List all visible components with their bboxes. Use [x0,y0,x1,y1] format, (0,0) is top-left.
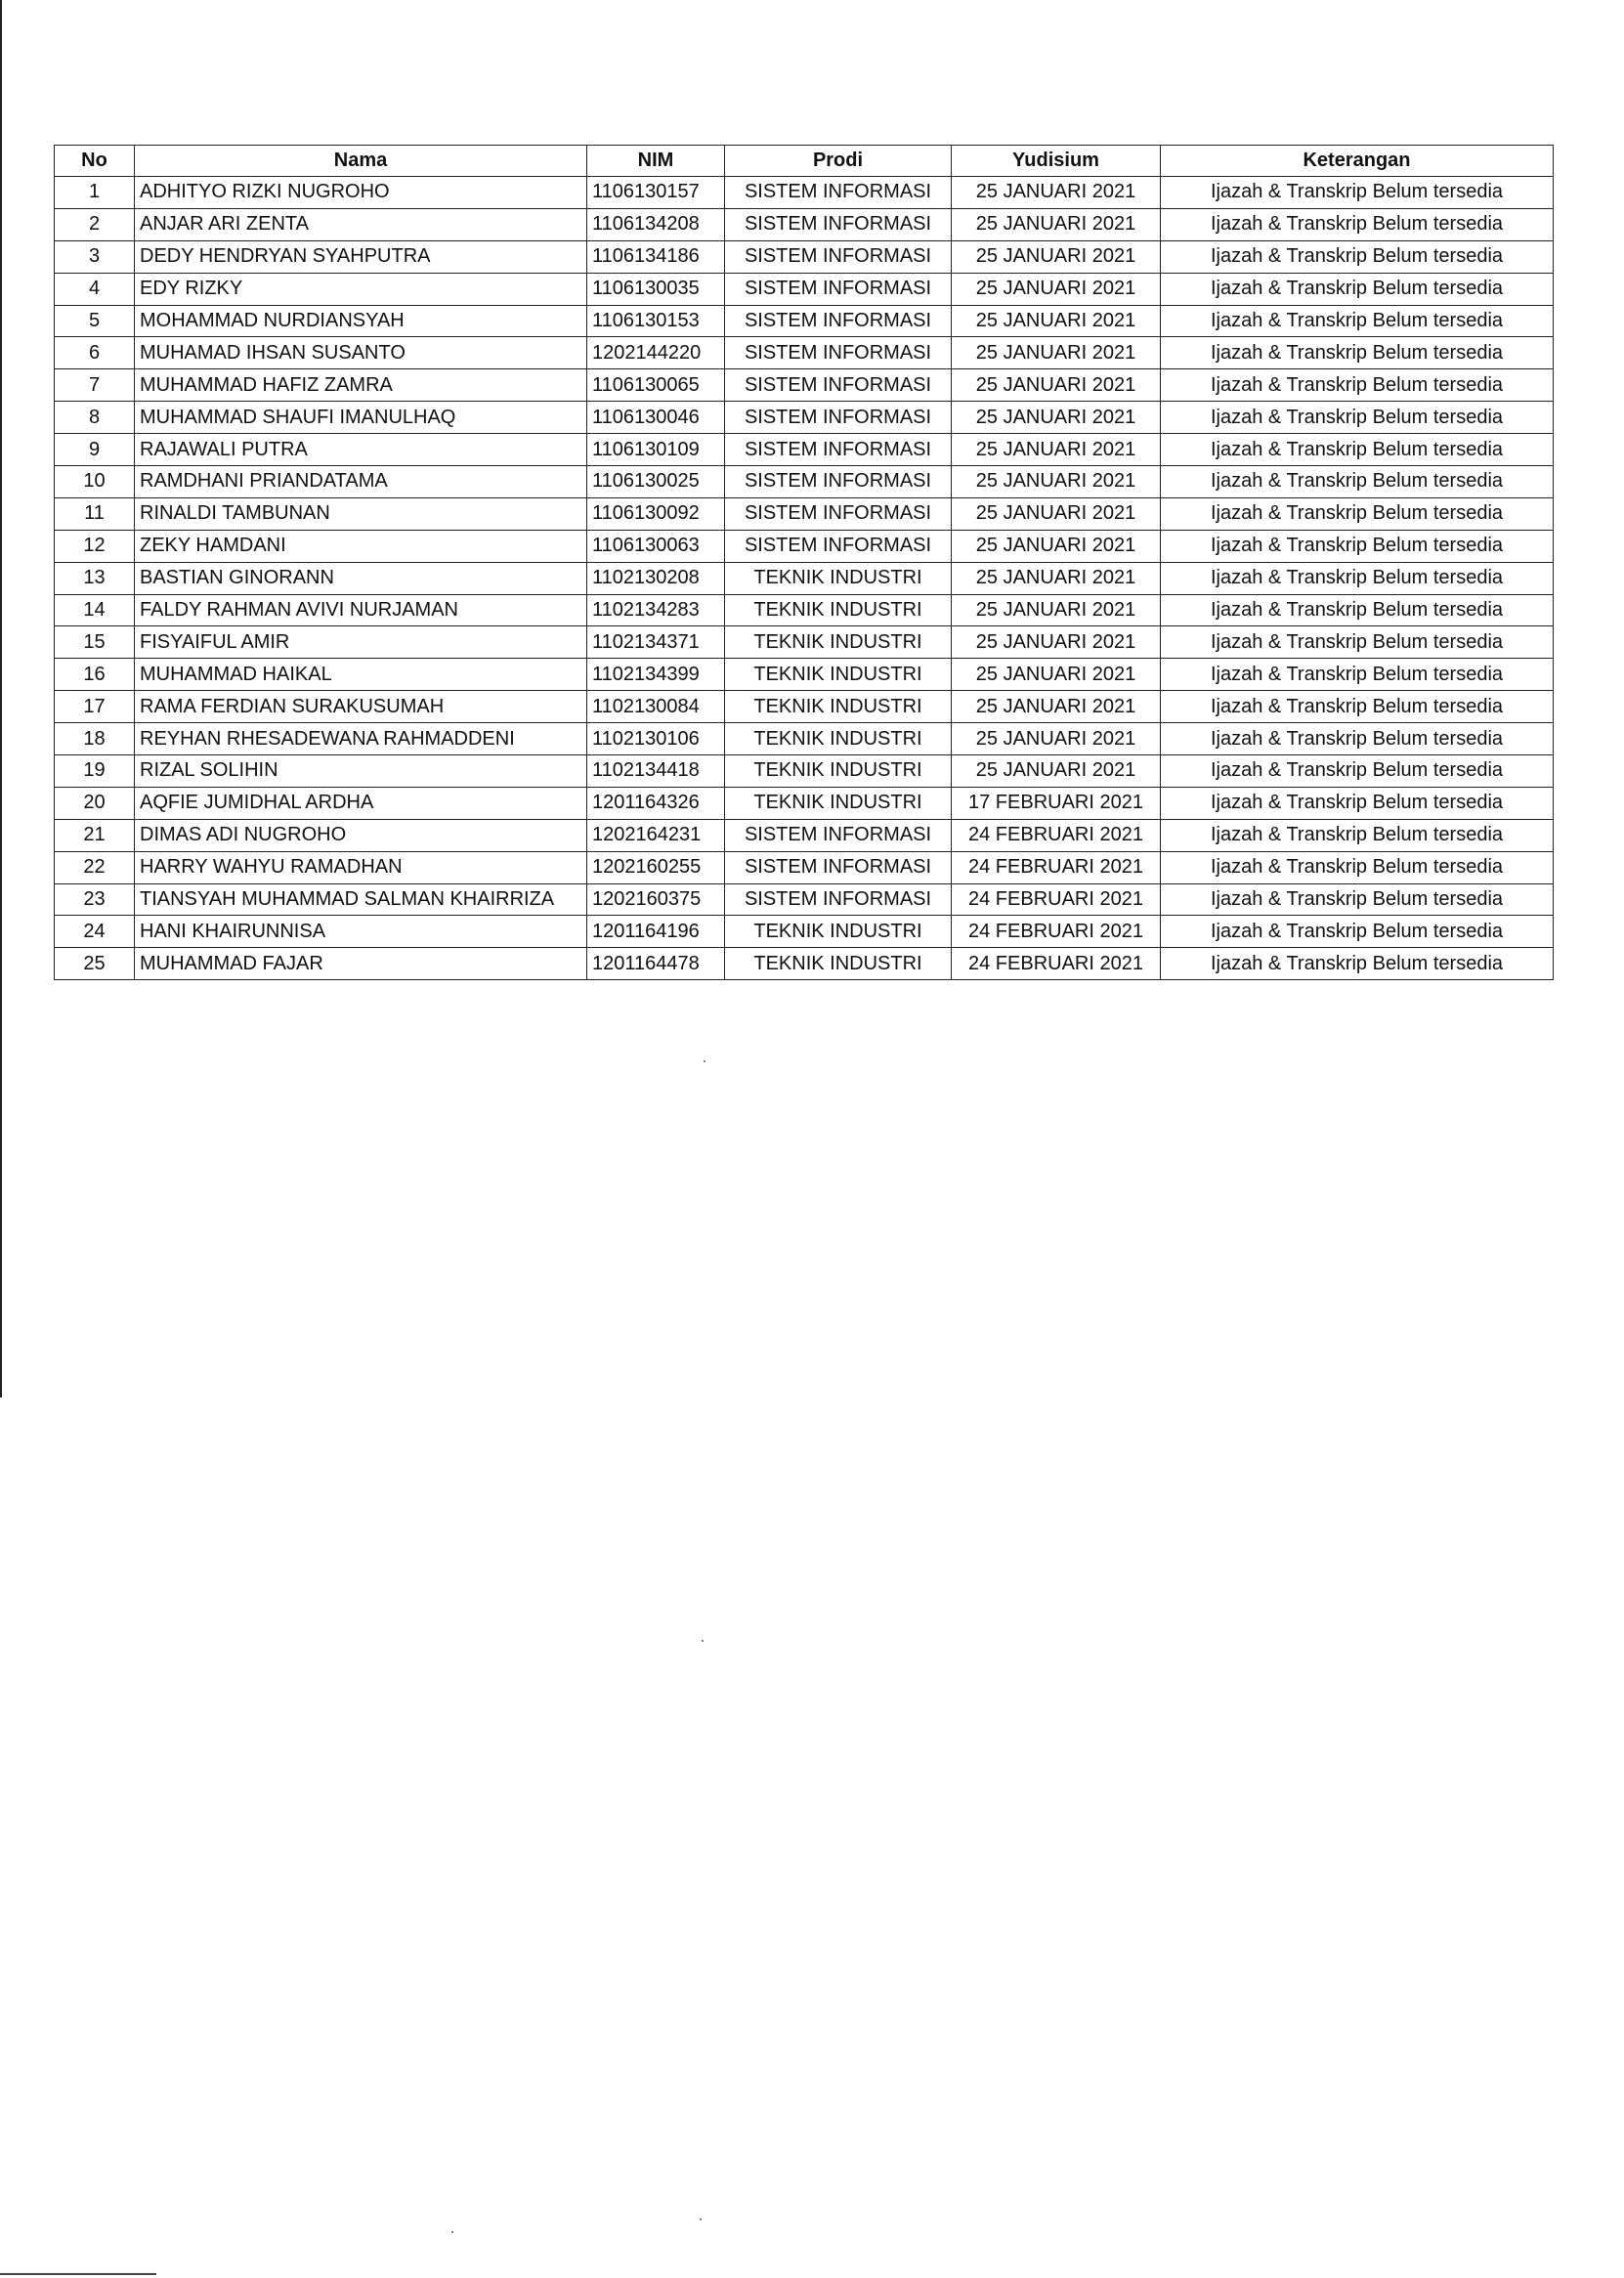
header-nim: NIM [587,146,725,177]
cell-keterangan: Ijazah & Transkrip Belum tersedia [1161,240,1554,273]
cell-prodi: SISTEM INFORMASI [725,851,952,883]
table-header [55,146,1554,177]
cell-nim: 1202160255 [587,851,725,883]
cell-no: 16 [55,659,135,691]
table-row [55,691,1554,723]
cell-keterangan: Ijazah & Transkrip Belum tersedia [1161,177,1554,209]
cell-keterangan: Ijazah & Transkrip Belum tersedia [1161,723,1554,755]
cell-prodi: TEKNIK INDUSTRI [725,594,952,626]
cell-yudisium: 25 JANUARI 2021 [952,177,1161,209]
cell-keterangan: Ijazah & Transkrip Belum tersedia [1161,434,1554,466]
cell-yudisium: 24 FEBRUARI 2021 [952,819,1161,851]
cell-nama: FISYAIFUL AMIR [135,626,587,659]
cell-yudisium: 25 JANUARI 2021 [952,402,1161,434]
table-row [55,948,1554,980]
table-row [55,434,1554,466]
cell-no: 8 [55,402,135,434]
cell-prodi: TEKNIK INDUSTRI [725,562,952,594]
table-row [55,402,1554,434]
cell-nim: 1201164196 [587,916,725,948]
cell-prodi: SISTEM INFORMASI [725,208,952,240]
cell-no: 17 [55,691,135,723]
table-body [55,177,1554,980]
cell-prodi: TEKNIK INDUSTRI [725,948,952,980]
cell-nama: MOHAMMAD NURDIANSYAH [135,305,587,337]
cell-yudisium: 25 JANUARI 2021 [952,337,1161,369]
cell-yudisium: 24 FEBRUARI 2021 [952,916,1161,948]
cell-keterangan: Ijazah & Transkrip Belum tersedia [1161,659,1554,691]
scan-speck [704,1060,705,1062]
graduate-table [54,145,1554,980]
cell-no: 5 [55,305,135,337]
cell-nim: 1102134418 [587,755,725,788]
scan-speck [451,2231,453,2233]
cell-prodi: SISTEM INFORMASI [725,819,952,851]
cell-nim: 1202144220 [587,337,725,369]
cell-keterangan: Ijazah & Transkrip Belum tersedia [1161,402,1554,434]
cell-nama: DIMAS ADI NUGROHO [135,819,587,851]
table-row [55,659,1554,691]
header-yudisium: Yudisium [952,146,1161,177]
cell-nama: RIZAL SOLIHIN [135,755,587,788]
table-row [55,916,1554,948]
table-row [55,273,1554,305]
cell-yudisium: 25 JANUARI 2021 [952,434,1161,466]
header-keterangan: Keterangan [1161,146,1554,177]
table-row [55,240,1554,273]
cell-keterangan: Ijazah & Transkrip Belum tersedia [1161,883,1554,916]
cell-yudisium: 24 FEBRUARI 2021 [952,883,1161,916]
cell-yudisium: 25 JANUARI 2021 [952,497,1161,530]
table-row [55,369,1554,402]
header-row [55,146,1554,177]
cell-keterangan: Ijazah & Transkrip Belum tersedia [1161,626,1554,659]
cell-prodi: SISTEM INFORMASI [725,530,952,562]
cell-keterangan: Ijazah & Transkrip Belum tersedia [1161,819,1554,851]
cell-nama: BASTIAN GINORANN [135,562,587,594]
cell-keterangan: Ijazah & Transkrip Belum tersedia [1161,497,1554,530]
cell-yudisium: 25 JANUARI 2021 [952,626,1161,659]
cell-nama: HANI KHAIRUNNISA [135,916,587,948]
cell-nama: EDY RIZKY [135,273,587,305]
cell-nama: MUHAMMAD HAIKAL [135,659,587,691]
cell-prodi: SISTEM INFORMASI [725,273,952,305]
cell-yudisium: 25 JANUARI 2021 [952,369,1161,402]
cell-nim: 1202160375 [587,883,725,916]
cell-prodi: SISTEM INFORMASI [725,337,952,369]
cell-yudisium: 25 JANUARI 2021 [952,594,1161,626]
cell-nim: 1102134371 [587,626,725,659]
cell-no: 18 [55,723,135,755]
cell-keterangan: Ijazah & Transkrip Belum tersedia [1161,594,1554,626]
cell-keterangan: Ijazah & Transkrip Belum tersedia [1161,851,1554,883]
cell-yudisium: 25 JANUARI 2021 [952,562,1161,594]
cell-nama: RAMA FERDIAN SURAKUSUMAH [135,691,587,723]
cell-nim: 1106130092 [587,497,725,530]
cell-nama: RINALDI TAMBUNAN [135,497,587,530]
cell-no: 14 [55,594,135,626]
table-row [55,337,1554,369]
cell-nim: 1106130063 [587,530,725,562]
cell-prodi: SISTEM INFORMASI [725,883,952,916]
cell-yudisium: 25 JANUARI 2021 [952,530,1161,562]
cell-prodi: TEKNIK INDUSTRI [725,755,952,788]
cell-nama: AQFIE JUMIDHAL ARDHA [135,787,587,819]
table-row [55,497,1554,530]
cell-no: 3 [55,240,135,273]
table-row [55,851,1554,883]
cell-nim: 1102130208 [587,562,725,594]
cell-nama: FALDY RAHMAN AVIVI NURJAMAN [135,594,587,626]
cell-yudisium: 25 JANUARI 2021 [952,659,1161,691]
cell-prodi: TEKNIK INDUSTRI [725,723,952,755]
cell-no: 11 [55,497,135,530]
cell-no: 15 [55,626,135,659]
cell-prodi: TEKNIK INDUSTRI [725,787,952,819]
cell-keterangan: Ijazah & Transkrip Belum tersedia [1161,948,1554,980]
cell-keterangan: Ijazah & Transkrip Belum tersedia [1161,691,1554,723]
cell-no: 12 [55,530,135,562]
cell-yudisium: 24 FEBRUARI 2021 [952,948,1161,980]
header-prodi: Prodi [725,146,952,177]
table-row [55,466,1554,498]
cell-nim: 1201164478 [587,948,725,980]
table-row [55,819,1554,851]
cell-nama: MUHAMMAD HAFIZ ZAMRA [135,369,587,402]
header-nama: Nama [135,146,587,177]
cell-keterangan: Ijazah & Transkrip Belum tersedia [1161,787,1554,819]
table-row [55,594,1554,626]
table-row [55,626,1554,659]
cell-no: 22 [55,851,135,883]
cell-keterangan: Ijazah & Transkrip Belum tersedia [1161,755,1554,788]
cell-nim: 1106130109 [587,434,725,466]
cell-prodi: TEKNIK INDUSTRI [725,691,952,723]
scan-edge-bottom [0,2273,156,2275]
cell-prodi: SISTEM INFORMASI [725,240,952,273]
cell-prodi: SISTEM INFORMASI [725,434,952,466]
cell-no: 9 [55,434,135,466]
cell-nim: 1102134283 [587,594,725,626]
cell-no: 20 [55,787,135,819]
cell-nama: MUHAMMAD FAJAR [135,948,587,980]
cell-no: 13 [55,562,135,594]
cell-prodi: SISTEM INFORMASI [725,305,952,337]
cell-yudisium: 25 JANUARI 2021 [952,691,1161,723]
cell-yudisium: 25 JANUARI 2021 [952,208,1161,240]
table-row [55,530,1554,562]
cell-yudisium: 25 JANUARI 2021 [952,305,1161,337]
cell-keterangan: Ijazah & Transkrip Belum tersedia [1161,305,1554,337]
cell-nim: 1106134186 [587,240,725,273]
cell-no: 25 [55,948,135,980]
cell-nama: ANJAR ARI ZENTA [135,208,587,240]
cell-yudisium: 24 FEBRUARI 2021 [952,851,1161,883]
table-row [55,723,1554,755]
cell-prodi: TEKNIK INDUSTRI [725,916,952,948]
cell-nim: 1106130025 [587,466,725,498]
cell-keterangan: Ijazah & Transkrip Belum tersedia [1161,562,1554,594]
cell-no: 1 [55,177,135,209]
cell-nama: ZEKY HAMDANI [135,530,587,562]
table-row [55,883,1554,916]
table-row [55,562,1554,594]
cell-nama: MUHAMAD IHSAN SUSANTO [135,337,587,369]
cell-no: 2 [55,208,135,240]
scan-speck [700,2218,702,2220]
cell-no: 4 [55,273,135,305]
cell-nama: HARRY WAHYU RAMADHAN [135,851,587,883]
cell-keterangan: Ijazah & Transkrip Belum tersedia [1161,530,1554,562]
cell-keterangan: Ijazah & Transkrip Belum tersedia [1161,208,1554,240]
cell-no: 21 [55,819,135,851]
cell-nim: 1201164326 [587,787,725,819]
table-row [55,177,1554,209]
cell-prodi: SISTEM INFORMASI [725,402,952,434]
cell-keterangan: Ijazah & Transkrip Belum tersedia [1161,337,1554,369]
cell-no: 19 [55,755,135,788]
cell-nim: 1106134208 [587,208,725,240]
cell-nim: 1102134399 [587,659,725,691]
cell-no: 6 [55,337,135,369]
cell-no: 10 [55,466,135,498]
scan-speck [702,1640,704,1642]
cell-nim: 1102130084 [587,691,725,723]
cell-keterangan: Ijazah & Transkrip Belum tersedia [1161,916,1554,948]
cell-nim: 1106130035 [587,273,725,305]
scan-edge-left [0,0,2,1397]
table-row [55,305,1554,337]
cell-nama: DEDY HENDRYAN SYAHPUTRA [135,240,587,273]
cell-prodi: TEKNIK INDUSTRI [725,659,952,691]
cell-nim: 1106130157 [587,177,725,209]
cell-nama: RAJAWALI PUTRA [135,434,587,466]
cell-keterangan: Ijazah & Transkrip Belum tersedia [1161,466,1554,498]
table-row [55,208,1554,240]
cell-yudisium: 25 JANUARI 2021 [952,723,1161,755]
header-no: No [55,146,135,177]
cell-yudisium: 17 FEBRUARI 2021 [952,787,1161,819]
cell-prodi: SISTEM INFORMASI [725,177,952,209]
cell-nim: 1106130153 [587,305,725,337]
cell-nim: 1202164231 [587,819,725,851]
cell-yudisium: 25 JANUARI 2021 [952,240,1161,273]
cell-nim: 1106130065 [587,369,725,402]
cell-yudisium: 25 JANUARI 2021 [952,273,1161,305]
cell-nama: ADHITYO RIZKI NUGROHO [135,177,587,209]
cell-nama: MUHAMMAD SHAUFI IMANULHAQ [135,402,587,434]
cell-keterangan: Ijazah & Transkrip Belum tersedia [1161,369,1554,402]
cell-nim: 1102130106 [587,723,725,755]
cell-nama: REYHAN RHESADEWANA RAHMADDENI [135,723,587,755]
cell-keterangan: Ijazah & Transkrip Belum tersedia [1161,273,1554,305]
cell-nama: TIANSYAH MUHAMMAD SALMAN KHAIRRIZA [135,883,587,916]
cell-prodi: SISTEM INFORMASI [725,369,952,402]
table-row [55,787,1554,819]
cell-yudisium: 25 JANUARI 2021 [952,466,1161,498]
cell-yudisium: 25 JANUARI 2021 [952,755,1161,788]
cell-nim: 1106130046 [587,402,725,434]
cell-nama: RAMDHANI PRIANDATAMA [135,466,587,498]
cell-prodi: TEKNIK INDUSTRI [725,626,952,659]
cell-no: 7 [55,369,135,402]
table-row [55,755,1554,788]
cell-no: 23 [55,883,135,916]
cell-prodi: SISTEM INFORMASI [725,466,952,498]
cell-no: 24 [55,916,135,948]
cell-prodi: SISTEM INFORMASI [725,497,952,530]
